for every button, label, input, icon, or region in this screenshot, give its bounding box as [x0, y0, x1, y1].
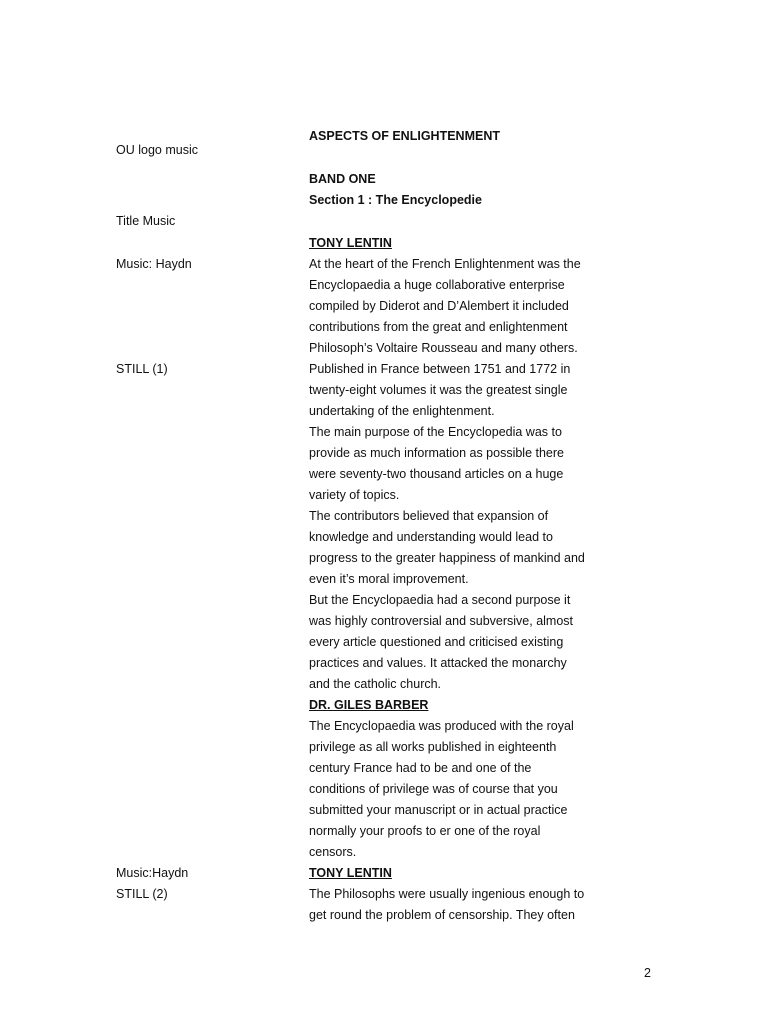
script-line: Encyclopaedia a huge collaborative enterprise: [309, 278, 565, 292]
cue-music-haydn: Music: Haydn: [116, 257, 192, 271]
page-number: 2: [644, 966, 651, 980]
script-line: get round the problem of censorship. They often: [309, 908, 575, 922]
band-heading: BAND ONE: [309, 172, 376, 186]
script-line: At the heart of the French Enlightenment was the: [309, 257, 581, 271]
script-line: provide as much information as possible there: [309, 446, 564, 460]
script-line: twenty-eight volumes it was the greatest single: [309, 383, 568, 397]
script-line: even it’s moral improvement.: [309, 572, 469, 586]
script-line: compiled by Diderot and D’Alembert it included: [309, 299, 569, 313]
script-line: were seventy-two thousand articles on a huge: [309, 467, 564, 481]
script-line: and the catholic church.: [309, 677, 442, 691]
cue-still-1: STILL (1): [116, 362, 168, 376]
document-title: ASPECTS OF ENLIGHTENMENT: [309, 129, 500, 143]
script-line: The Encyclopaedia was produced with the royal: [309, 719, 574, 733]
script-line: century France had to be and one of the: [309, 761, 532, 775]
script-line: contributions from the great and enlightenment: [309, 320, 568, 334]
script-line: was highly controversial and subversive, almost: [309, 614, 574, 628]
section-heading: Section 1 : The Encyclopedie: [309, 193, 482, 207]
cue-music-haydn-2: Music:Haydn: [116, 866, 189, 880]
script-line: Published in France between 1751 and 1772 in: [309, 362, 571, 376]
script-line: But the Encyclopaedia had a second purpose it: [309, 593, 571, 607]
cue-still-2: STILL (2): [116, 887, 168, 901]
script-line: knowledge and understanding would lead to: [309, 530, 553, 544]
script-line: The main purpose of the Encyclopedia was to: [309, 425, 562, 439]
cue-title-music: Title Music: [116, 214, 176, 228]
script-line: censors.: [309, 845, 357, 859]
script-line: practices and values. It attacked the monarchy: [309, 656, 567, 670]
script-line: The contributors believed that expansion of: [309, 509, 549, 523]
script-line: conditions of privilege was of course that you: [309, 782, 558, 796]
speaker-tony-lentin: TONY LENTIN: [309, 236, 392, 250]
script-line: every article questioned and criticised existing: [309, 635, 564, 649]
script-line: progress to the greater happiness of mankind and: [309, 551, 585, 565]
script-line: The Philosophs were usually ingenious enough to: [309, 887, 585, 901]
script-line: privilege as all works published in eighteenth: [309, 740, 557, 754]
script-line: Philosoph’s Voltaire Rousseau and many others.: [309, 341, 578, 355]
speaker-tony-lentin-2: TONY LENTIN: [309, 866, 392, 880]
script-line: normally your proofs to er one of the royal: [309, 824, 541, 838]
script-line: undertaking of the enlightenment.: [309, 404, 495, 418]
script-line: submitted your manuscript or in actual practice: [309, 803, 568, 817]
script-line: variety of topics.: [309, 488, 400, 502]
cue-ou-logo-music: OU logo music: [116, 143, 198, 157]
speaker-giles-barber: DR. GILES BARBER: [309, 698, 429, 712]
